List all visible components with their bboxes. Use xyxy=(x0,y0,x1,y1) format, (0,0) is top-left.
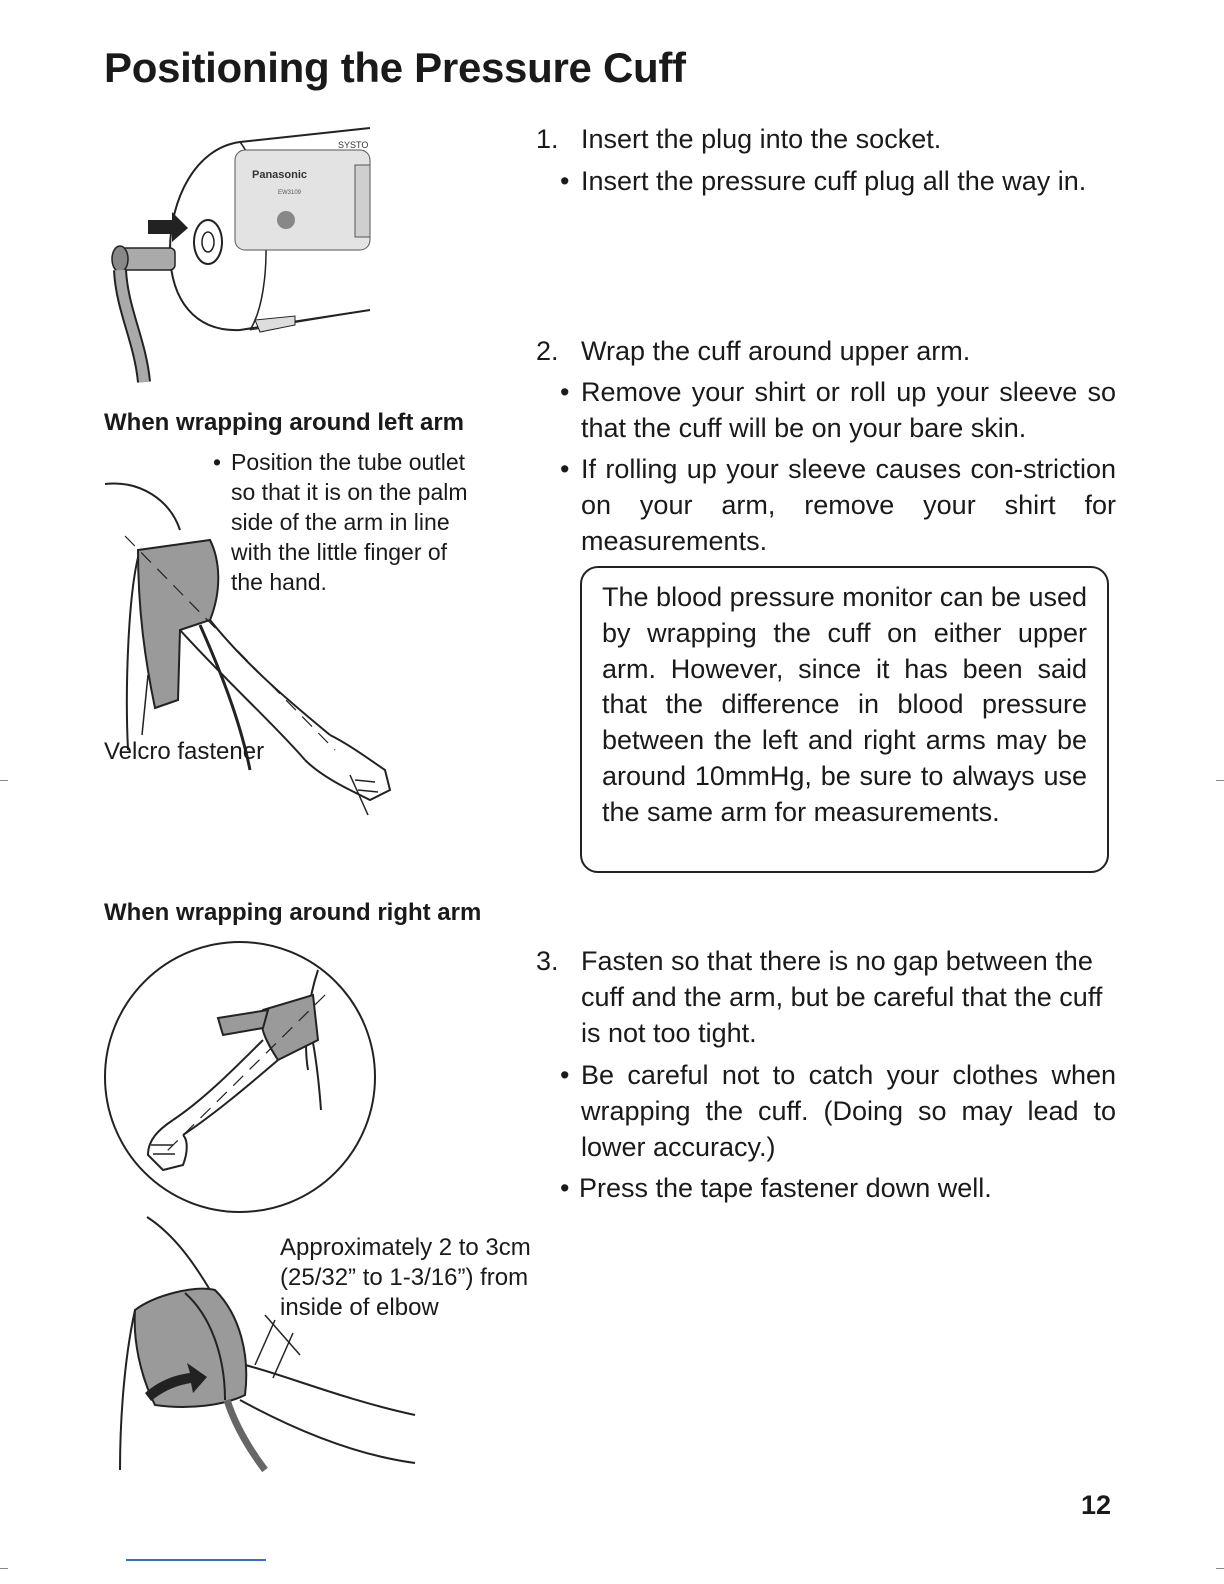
crop-mark-bottom-right xyxy=(1216,1568,1224,1569)
step-text: Wrap the cuff around upper arm. xyxy=(581,336,971,366)
bullet-dot: • xyxy=(560,1173,570,1203)
elbow-label-line: (25/32” to 1-3/16”) from xyxy=(280,1264,529,1291)
step-text: Insert the plug into the socket. xyxy=(581,124,942,154)
bullet-dot: • xyxy=(213,449,222,475)
right-arm-illustration xyxy=(103,940,378,1215)
crop-mark-bottom-left xyxy=(0,1568,8,1569)
left-arm-bullet-line: side of the arm in line xyxy=(231,509,450,535)
elbow-label-line: Approximately 2 to 3cm xyxy=(280,1234,531,1261)
page-title: Positioning the Pressure Cuff xyxy=(104,44,686,91)
left-arm-bullet-line: with the little finger of xyxy=(231,539,448,565)
left-arm-illustration xyxy=(100,470,410,820)
step-number: 2. xyxy=(536,336,559,366)
step-number: 1. xyxy=(536,124,559,154)
monitor-brand: Panasonic xyxy=(252,169,308,181)
step-1 xyxy=(536,121,1116,199)
bullet-text: If rolling up your sleeve causes con-striction on your arm, remove your shirt for measurements. xyxy=(581,454,1116,556)
note-box: The blood pressure monitor can be used by wrapping the cuff on either upper arm. However, since it has been said that the difference in blood pressure between the left and right arms may be around 10mmHg, be sure to always use the same arm for measurements. xyxy=(580,566,1109,873)
step-number: 3. xyxy=(536,946,559,976)
left-arm-bullet-line: Position the tube outlet xyxy=(231,449,465,475)
step-bullet xyxy=(536,1057,1116,1165)
velcro-label: Velcro fastener xyxy=(104,738,265,765)
step-bullet xyxy=(536,1170,1116,1206)
bullet-text: Insert the pressure cuff plug all the way in. xyxy=(581,166,1087,196)
step-3 xyxy=(536,943,1116,1206)
monitor-panel xyxy=(235,150,370,250)
elbow-label-line: inside of elbow xyxy=(280,1294,439,1321)
step-bullet xyxy=(536,374,1116,446)
left-arm-bullet-line: so that it is on the palm xyxy=(231,479,468,505)
page-number: 12 xyxy=(1080,1490,1111,1520)
step-2 xyxy=(536,333,1116,559)
bullet-dot: • xyxy=(560,454,570,484)
step-bullet xyxy=(536,163,1116,199)
bullet-dot: • xyxy=(560,1060,570,1090)
left-arm-heading: When wrapping around left arm xyxy=(104,409,465,436)
right-arm-heading: When wrapping around right arm xyxy=(104,899,482,926)
bottom-rule xyxy=(126,1559,266,1561)
monitor-model: EW3109 xyxy=(278,190,302,196)
bullet-dot: • xyxy=(560,166,570,196)
step-bullet xyxy=(536,451,1116,559)
left-arm-bullet-line: the hand. xyxy=(231,569,327,595)
monitor-plug-illustration xyxy=(100,120,375,385)
crop-mark-right xyxy=(1216,780,1224,781)
elbow-label xyxy=(280,1233,531,1323)
cuff xyxy=(138,540,218,708)
step-text: Fasten so that there is no gap between the cuff and the arm, but be careful that the cuff is not too tight. xyxy=(581,946,1103,1048)
bullet-dot: • xyxy=(560,377,570,407)
bullet-text: Be careful not to catch your clothes when wrapping the cuff. (Doing so may lead to lower accuracy.) xyxy=(581,1060,1116,1162)
crop-mark-left xyxy=(0,780,8,781)
monitor-logo xyxy=(277,211,295,229)
bullet-text: Press the tape fastener down well. xyxy=(579,1173,992,1203)
bullet-text: Remove your shirt or roll up your sleeve so that the cuff will be on your bare skin. xyxy=(581,377,1116,443)
monitor-display: SYSTO xyxy=(338,140,369,150)
